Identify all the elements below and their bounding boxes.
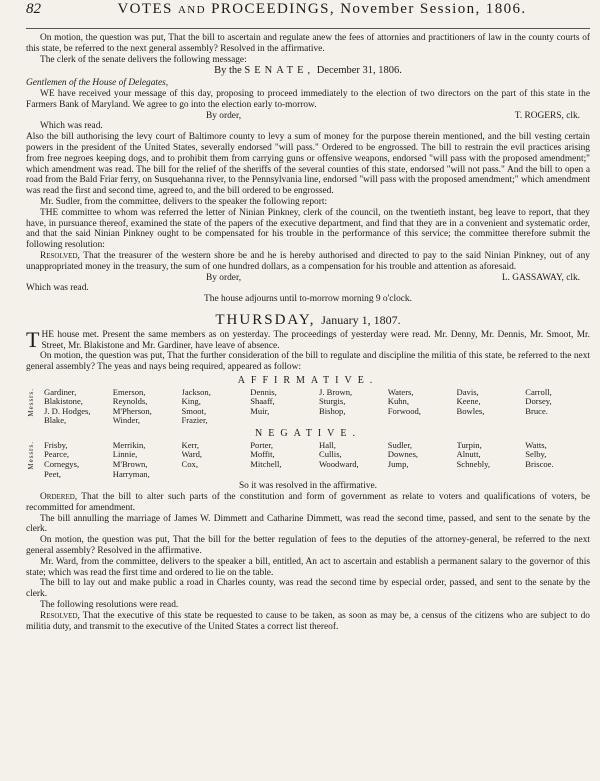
affirmative-member-name: [319, 416, 384, 426]
drop-cap: T: [26, 326, 40, 352]
affirmative-member-name: Smoot,: [181, 406, 207, 416]
affirmative-member-name: Emerson,: [112, 387, 146, 397]
negative-member-name: Schnebly,: [456, 460, 491, 470]
negative-member-name: Woodward,: [319, 460, 359, 470]
negative-member-name: Cullis,: [319, 450, 342, 460]
negative-member-name: Linnie,: [112, 450, 138, 460]
affirmative-member-name: Winder,: [112, 416, 140, 426]
affirmative-member-name: M'Pherson,: [112, 406, 152, 416]
title-votes: VOTES: [117, 1, 173, 17]
affirmative-block: [26, 376, 590, 426]
affirmative-member-name: Keene,: [456, 397, 481, 407]
signature-name: T. ROGERS, clk.: [514, 110, 580, 121]
negative-member-name: Harryman,: [112, 469, 150, 479]
senate-date: December 31, 1806.: [316, 65, 402, 77]
negative-member-name: Pearce,: [44, 450, 70, 460]
negative-member-name: M'Brown,: [112, 460, 148, 470]
paragraph-which-read-1: Which was read.: [40, 121, 103, 132]
negative-member-name: [457, 470, 522, 480]
affirmative-member-name: Shaaff,: [250, 397, 275, 407]
negative-member-name: Cox,: [181, 460, 198, 470]
affirmative-heading: AFFIRMATIVE.: [237, 374, 379, 386]
affirmative-member-name: Dorsey,: [525, 397, 552, 407]
negative-member-name: Ward,: [181, 450, 203, 460]
negative-member-name: Moffit,: [250, 450, 275, 460]
affirmative-member-name: Bowles,: [456, 406, 485, 416]
resolution-text: That the treasurer of the western shore be and he is hereby authorised and directed to pay to the said Ninian Pinkney, out of any unappropriated money in the treasury, the sum of one hundred dollars, as a compensation for his trouble and attention as aforesaid.: [26, 250, 590, 272]
paragraph-so-resolved: So it was resolved in the affirmative.: [238, 481, 378, 492]
affirmative-side-label: Messrs.: [27, 387, 35, 417]
paragraph-fees-motion: On motion, the question was put, That the bill to ascertain and regulate anew the fees of attornies and practitioners of law in the county courts of this state, be referred to the next general assembly? Resolved in the affirmative.: [26, 33, 590, 54]
signature-gassaway: [26, 273, 590, 284]
paragraph-charles-road: The bill to lay out and make public a road in Charles county, was read the second time by especial order, passed, and sent to the senate by the clerk.: [26, 578, 590, 600]
affirmative-member-name: Dennis,: [250, 387, 277, 397]
negative-member-name: Watts,: [525, 440, 547, 450]
negative-member-name: Merrikin,: [112, 440, 146, 450]
negative-member-name: [525, 470, 590, 480]
page-number: 82: [26, 1, 41, 17]
negative-member-name: Briscoe.: [525, 460, 554, 470]
affirmative-member-name: Muir,: [250, 406, 270, 416]
affirmative-member-name: [388, 416, 453, 426]
negative-member-name: Hall,: [319, 440, 336, 450]
negative-names: [26, 441, 590, 479]
affirmative-member-name: [457, 416, 522, 426]
negative-member-name: Kerr,: [181, 440, 200, 450]
negative-member-name: Peet,: [44, 469, 61, 479]
negative-member-name: Downes,: [387, 450, 419, 460]
affirmative-member-name: Waters,: [387, 387, 414, 397]
paragraph-resolutions-read: The following resolutions were read.: [40, 600, 179, 611]
affirmative-member-name: J. D. Hodges,: [44, 406, 91, 416]
paragraph-adjourns: The house adjourns until to-morrow morning 9 o'clock.: [204, 294, 412, 305]
negative-member-name: Turpin,: [456, 440, 482, 450]
affirmative-member-name: [525, 416, 590, 426]
paragraph-dimmett-marriage: The bill annulling the marriage of James W. Dimmett and Catharine Dimmett, was read the second time, passed, and sent to the senate by the clerk.: [26, 513, 590, 535]
salutation: Gentlemen of the House of Delegates,: [26, 78, 169, 89]
negative-member-name: Alnutt,: [456, 450, 481, 460]
negative-member-name: Porter,: [250, 440, 274, 450]
page-title: [54, 1, 590, 17]
paragraph-attorney-fees: On motion, the question was put, That the bill for the better regulation of fees to the deputies of the attorney-general, be referred to the next general assembly? Resolved in the affirmative.: [26, 535, 590, 557]
negative-member-name: Cornegys,: [44, 460, 80, 470]
resolved-lead: Resolved,: [40, 610, 80, 621]
affirmative-member-name: Gardiner,: [44, 387, 77, 397]
negative-member-name: Sudler,: [387, 440, 412, 450]
negative-block: [26, 429, 590, 479]
affirmative-member-name: Forwood,: [387, 406, 421, 416]
paragraph-senate-clerk: The clerk of the senate delivers the following message:: [40, 54, 247, 65]
negative-member-name: [388, 470, 453, 480]
affirmative-member-name: Carroll,: [525, 387, 552, 397]
paragraph-sudler-report: Mr. Sudler, from the committee, delivers to the speaker the following report:: [40, 196, 328, 207]
affirmative-member-name: Sturgis,: [319, 397, 346, 407]
negative-side-label: Messrs.: [27, 441, 35, 470]
negative-member-name: Jump,: [387, 460, 409, 470]
paragraph-house-met: [26, 326, 590, 352]
day-title: THURSDAY,: [215, 311, 316, 328]
affirmative-member-name: Blake,: [44, 416, 67, 426]
negative-member-name: [250, 470, 315, 480]
negative-member-name: Frisby,: [44, 440, 68, 450]
affirmative-member-name: Bruce.: [525, 406, 548, 416]
paragraph-militia-motion: On motion, the question was put, That the further consideration of the bill to regulate and discipline the militia of this state, be referred to the next general assembly? The yeas and nays being required, appeared as follow:: [26, 351, 590, 373]
ordered-text: That the bill to alter such parts of the constitution and form of government as relate to voters and qualifications of voters, be recommitted for amendment.: [26, 492, 590, 513]
day-heading: [26, 311, 590, 328]
negative-member-name: [319, 470, 384, 480]
running-header: [26, 1, 590, 29]
negative-member-name: Mitchell,: [250, 460, 282, 470]
signature-rogers: [26, 111, 590, 122]
affirmative-member-name: Kuhn,: [387, 397, 409, 407]
census-text: That the executive of this state be requested to cause to be taken, as soon as may be, a census of the citizens who are subject to do militia duty, and transmit to the executive of the United States a correct list thereof.: [26, 610, 590, 632]
affirmative-member-name: Davis,: [456, 387, 479, 397]
affirmative-names: [26, 388, 590, 426]
negative-member-name: Selby,: [525, 450, 547, 460]
paragraph-bills-endorsed: Also the bill authorising the levy court of Baltimore county to levy a sum of money for the purpose therein mentioned, and the bill vesting certain powers in the president of the United States, severally endorsed "will pass." Ordered to be engrossed. The bill to restrain the evil practices arising from free negroes keeping dogs, and to prohibit them from carrying guns or offensive weapons, endorsed "will pass with the proposed amendment;" which amendment was read. The bill for the relief of the sheriffs of the several counties of this state, endorsed "will not pass." And the bill to open a road from the Bald Friar ferry, on Susquehanna river, to the Pennsylvania line, endorsed "will pass with the proposed amendment;" which amendment was read the first and second time, agreed to, and the bill ordered to be engrossed.: [26, 132, 590, 197]
paragraph-committee-report: THE committee to whom was referred the letter of Ninian Pinkney, clerk of the council, on the twentieth instant, beg leave to report, that they have, in pursuance thereof, examined the state of the papers of the executive department, and find that they are in a convenient and systematic order, and that the said Ninian Pinkney ought to be compensated for his trouble in the performance of this service; the committee therefore submit the following resolution:: [26, 207, 590, 251]
affirmative-member-name: Frazier,: [181, 416, 208, 426]
paragraph-resolution-treasurer: [26, 251, 590, 273]
affirmative-member-name: Jackson,: [181, 387, 211, 397]
affirmative-member-name: King,: [181, 397, 201, 407]
signature-by-order: By order,: [206, 110, 242, 121]
senate-word: SENATE,: [244, 65, 315, 77]
negative-heading: NEGATIVE.: [255, 428, 361, 440]
paragraph-census-resolution: [26, 611, 590, 633]
affirmative-member-name: Bishop,: [319, 406, 346, 416]
senate-by: By the: [214, 65, 242, 77]
signature-name: L. GASSAWAY, clk.: [501, 272, 580, 283]
affirmative-member-name: Reynolds,: [112, 397, 148, 407]
paragraph-ward-salary: Mr. Ward, from the committee, delivers to the speaker a bill, entitled, An act to ascertain and establish a permanent salary to the governor of this state; which was read the first time and ordered to lie on the table.: [26, 556, 590, 578]
signature-by-order: By order,: [206, 272, 242, 283]
paragraph-ordered-constitution: [26, 492, 590, 514]
negative-member-name: [182, 470, 247, 480]
day-date: January 1, 1807.: [321, 312, 401, 327]
affirmative-member-name: [250, 416, 315, 426]
senate-message-heading: [26, 66, 590, 77]
ordered-lead: Ordered,: [40, 492, 78, 503]
title-session: November Session, 1806.: [340, 1, 527, 17]
paragraph-senate-message: WE have received your message of this day, proposing to proceed immediately to the election of two directors on the part of this state in the Farmers Bank of Maryland. We agree to go into the election early to-morrow.: [26, 88, 590, 110]
title-and: and: [177, 1, 206, 17]
affirmative-member-name: J. Brown,: [319, 387, 353, 397]
affirmative-member-name: Blakistone,: [44, 397, 83, 407]
paragraph-which-read-2: Which was read.: [26, 283, 89, 294]
house-met-text: HE house met. Present the same members as on yesterday. The proceedings of yesterday were read. Mr. Denny, Mr. Dennis, Mr. Smoot, Mr. Street, Mr. Blakistone and Mr. Gardiner, have leave of absence.: [41, 329, 590, 351]
resolved-lead: Resolved,: [40, 250, 80, 261]
title-proceedings: PROCEEDINGS,: [211, 1, 336, 17]
